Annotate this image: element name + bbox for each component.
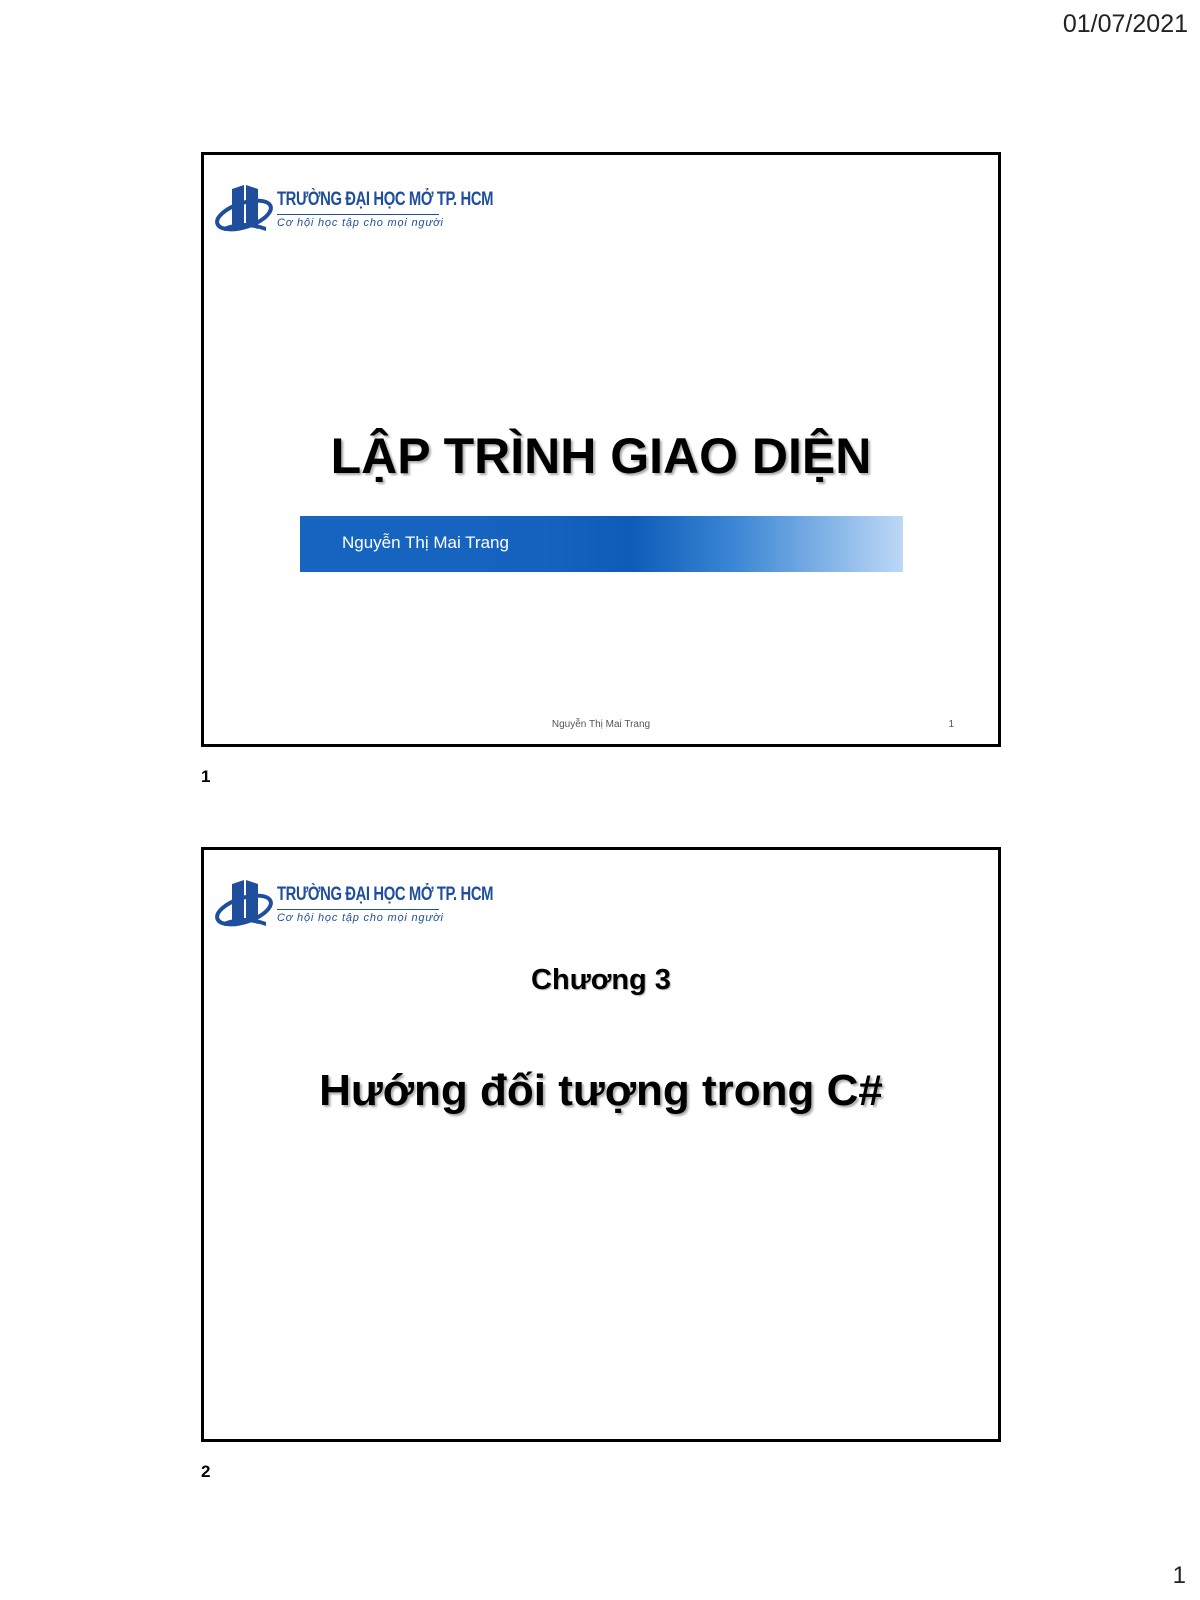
- page-number: 1: [1172, 1562, 1186, 1589]
- logo-divider: [277, 214, 439, 215]
- university-emblem-icon: [214, 181, 276, 241]
- slide-2: [201, 847, 1001, 1442]
- slide-1: [201, 152, 1001, 747]
- page-date: 01/07/2021: [1062, 10, 1188, 38]
- logo-slogan: Cơ hội học tập cho mọi người: [277, 912, 444, 924]
- chapter-label: Chương 3: [531, 964, 671, 996]
- university-logo: [214, 876, 494, 936]
- university-emblem-icon: [214, 876, 276, 936]
- logo-divider: [277, 909, 439, 910]
- slide-footer-number: 1: [948, 719, 954, 730]
- slide-footer-text: Nguyễn Thị Mai Trang: [551, 719, 651, 730]
- slide-index-1: 1: [201, 767, 211, 786]
- slide-title: Hướng đối tượng trong C#: [319, 1066, 883, 1115]
- logo-name: TRƯỜNG ĐẠI HỌC MỞ TP. HCM: [277, 884, 494, 905]
- logo-name: TRƯỜNG ĐẠI HỌC MỞ TP. HCM: [277, 189, 494, 210]
- slide-title: LẬP TRÌNH GIAO DIỆN: [330, 428, 872, 484]
- author-name: Nguyễn Thị Mai Trang: [342, 533, 509, 552]
- university-logo: [214, 181, 494, 241]
- author-band: [300, 516, 903, 572]
- slide-index-2: 2: [201, 1462, 211, 1481]
- logo-slogan: Cơ hội học tập cho mọi người: [277, 217, 444, 229]
